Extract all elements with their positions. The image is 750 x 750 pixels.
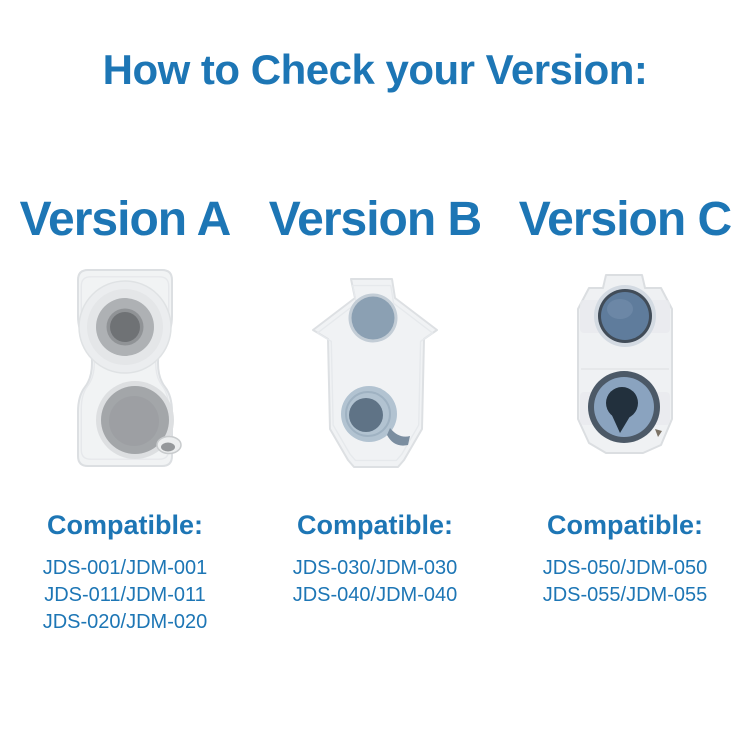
top-contact <box>352 297 395 340</box>
version-c-model-list <box>543 555 708 609</box>
version-c-heading: Version C <box>518 193 732 247</box>
version-a-compatible-label: Compatible: <box>46 510 203 541</box>
version-a-heading: Version A <box>19 193 231 247</box>
button-contact-shade <box>109 396 159 446</box>
model-item: JDS-011/JDM-011 <box>44 584 206 607</box>
side-nub-contact <box>161 443 175 452</box>
version-c-pad-image <box>576 273 674 455</box>
model-item: JDS-055/JDM-055 <box>542 584 708 607</box>
model-item: JDS-050/JDM-050 <box>542 557 708 580</box>
model-item: JDS-001/JDM-001 <box>42 557 208 580</box>
version-b-pad-image <box>311 277 439 469</box>
version-a-pad-figure <box>66 264 184 476</box>
version-b-heading: Version B <box>268 193 482 247</box>
version-b-column <box>250 193 500 636</box>
version-a-model-list <box>43 555 208 636</box>
version-c-compatible-label: Compatible: <box>546 510 703 541</box>
model-item: JDS-040/JDM-040 <box>292 584 458 607</box>
version-b-pad-figure <box>311 264 439 476</box>
model-item: JDS-030/JDM-030 <box>292 557 458 580</box>
version-b-model-list <box>293 555 458 609</box>
dpad-contact-center <box>110 312 140 342</box>
version-b-compatible-label: Compatible: <box>296 510 453 541</box>
lower-contact-center <box>349 398 383 432</box>
version-a-pad-image <box>66 268 184 468</box>
version-a-column <box>0 193 250 636</box>
version-columns <box>0 193 750 636</box>
model-item: JDS-020/JDM-020 <box>42 611 208 634</box>
version-c-column <box>500 193 750 636</box>
page-title: How to Check your Version: <box>102 46 648 93</box>
version-c-pad-figure <box>576 264 674 476</box>
top-contact-highlight <box>607 299 633 319</box>
